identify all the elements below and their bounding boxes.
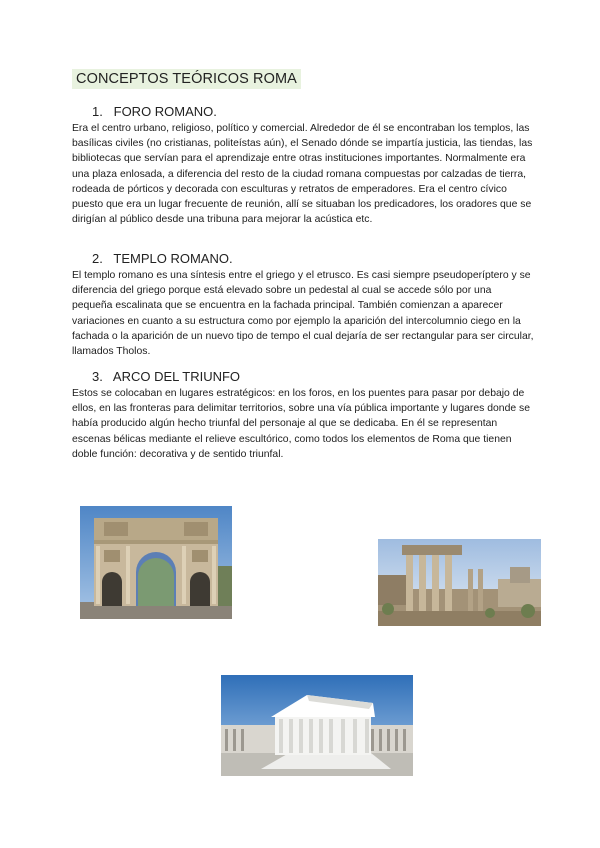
section-title: ARCO DEL TRIUNFO (112, 369, 241, 384)
section-foro-romano (72, 103, 534, 227)
arch-of-triumph-photo (80, 506, 232, 619)
section-arco-del-triunfo (72, 368, 534, 462)
section-number: 3. (92, 369, 103, 384)
section-body: Era el centro urbano, religioso, político y comercial. Alrededor de él se encontraban los templos, las basílicas civiles (no cristianas, politeístas aún), el Senado dónde se impartía justicia, las tiendas, las bibliotecas que servían para el aprendizaje entre otras instituciones importantes. Normalmente era una plaza enlosada, a diferencia del resto de la ciudad romana compuestas por calzadas de tierra, rodeada de pórticos y decorada con esculturas y retratos de emperadores. Era el centro cívico puesto que era un lugar frecuente de reunión, allí se situaban los predicadores, los oradores que se dirigían al público desde una tribuna para mejorar la acústica etc. (72, 123, 533, 226)
section-templo-romano (72, 250, 534, 359)
section-number: 1. (92, 104, 103, 119)
section-body: El templo romano es una síntesis entre el griego y el etrusco. Es casi siempre pseudoperíptero y se diferencia del griego porque está elevado sobre un pedestal al cual se accede sólo por una pequeña escalinata que se encuentra en la fachada principal. También comienzan a aparecer variaciones en cuanto a su estructura como por ejemplo la aparición del intercolumnio ciego en la fachada o la aparición de un nuevo tipo de tempo el cual dejaría de ser rectangular para ser circular, llamados Tholos. (72, 270, 534, 358)
section-title: TEMPLO ROMANO. (113, 251, 233, 266)
page-title: CONCEPTOS TEÓRICOS ROMA (72, 69, 301, 89)
section-heading (72, 368, 534, 386)
roman-temple-photo (221, 675, 413, 776)
section-heading (72, 103, 534, 121)
section-body: Estos se colocaban en lugares estratégicos: en los foros, en los puentes para pasar por debajo de ellos, en las fronteras para delimitar territorios, sobre una vía pública importante y lugares donde se había producido algún hecho triunfal del personaje al que se dedicaba. En él se representan escenas bélicas mediante el relieve escultórico, como todos los elementos de Roma que tienen doble función: decorativa y de sentido triunfal. (72, 388, 531, 460)
section-title: FORO ROMANO. (113, 104, 217, 119)
section-number: 2. (92, 251, 103, 266)
section-heading (72, 250, 534, 268)
roman-forum-photo (378, 539, 541, 626)
